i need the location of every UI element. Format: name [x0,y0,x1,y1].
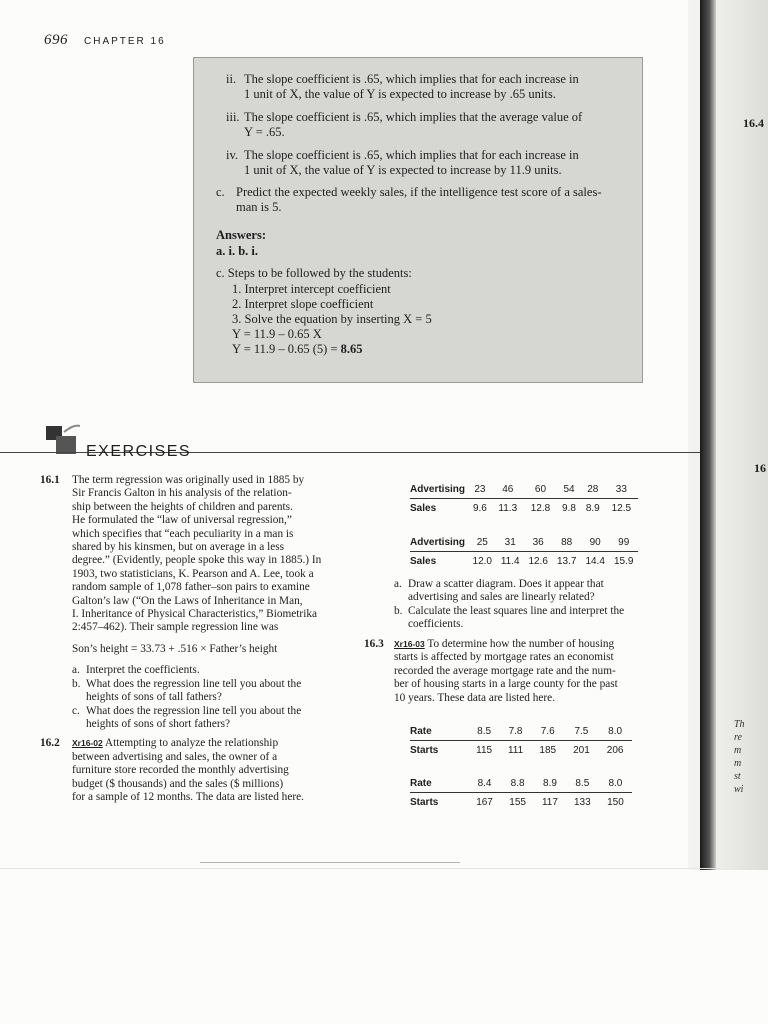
table-header: Advertising [410,480,468,499]
table-cell: 23 [468,480,492,499]
table-cell: 133 [573,796,591,808]
equation-line: Y = 11.9 – 0.65 X [232,327,322,341]
text-line: degree.” (Evidently, people spoke this way in 1885.) In [72,554,322,567]
answer-box [193,57,643,383]
option-line: The slope coefficient is .65, which implies that the average value of [244,110,583,124]
table-cell: 8.0 [599,774,632,793]
item-label: c. [72,704,80,717]
gutter-frag: Th [734,719,745,730]
text-line: 2:457–462). Their sample regression line was [72,621,279,634]
table-cell: 8.5 [566,774,599,793]
gutter-frag: wi [734,784,744,795]
table-header: Sales [410,555,437,567]
text-line: which specifies that “each peculiarity in a man is [72,527,294,540]
bleed-through-line [200,862,460,863]
table-cell: 90 [581,533,610,552]
table-cell: 201 [573,744,590,756]
page-number: 696 [44,32,68,48]
text-line: between advertising and sales, the owner of a [72,750,278,763]
option-ii [226,72,624,102]
text-line: starts is affected by mortgage rates an economist [394,651,614,664]
text-line: advertising and sales are linearly related? [408,591,595,604]
option-iii [226,110,624,140]
table-cell: 8.0 [598,722,632,741]
text-line: coefficients. [408,618,464,631]
part-c-question [216,185,631,215]
text-line: heights of sons of short fathers? [86,717,231,730]
table-cell: 46 [492,480,524,499]
table-cell: 12.8 [530,502,551,514]
text-line: Draw a scatter diagram. Does it appear that [408,578,604,590]
book-spine-shadow [700,0,716,870]
exercise-number: 16.2 [40,737,60,750]
gutter-section-marker-top: 16.4 [743,116,764,130]
data-file-code: Xr16-03 [394,639,425,649]
table-cell: 14.4 [585,555,605,567]
text-line: furniture store recorded the monthly advertising [72,764,289,777]
table-cell: 31 [497,533,524,552]
item-c [72,705,340,732]
gutter-section-marker-mid: 16 [754,461,766,475]
table-cell: 99 [609,533,638,552]
gutter-frag: re [734,732,742,743]
text-line: Sir Francis Galton in his analysis of the relation- [72,487,292,500]
table-cell: 28 [581,480,605,499]
table-cell: 8.5 [468,722,500,741]
table-cell: 7.5 [565,722,599,741]
answers-heading: Answers: [216,228,266,242]
table-cell: 60 [524,480,557,499]
option-label: ii. [226,72,237,86]
equation-line [232,342,432,357]
table-cell: 25 [468,533,497,552]
steps-list [232,282,432,357]
table-header: Advertising [410,533,468,552]
text-line: shared by his kinsmen, but on average in a less [72,541,285,554]
table-cell: 8.9 [585,502,600,514]
option-iv [226,148,624,178]
left-column [40,474,340,804]
exercise-number: 16.1 [40,474,60,486]
item-label: a. [394,578,402,590]
text-fragment: To determine how the number of housing [427,638,615,650]
table-cell: 11.3 [498,502,518,514]
step-item: 2. Interpret slope coefficient [232,297,374,311]
text-line: budget ($ thousands) and the sales ($ millions) [72,777,284,790]
chapter-label: CHAPTER 16 [84,36,166,47]
table-cell: 12.5 [611,502,632,514]
table-cell: 167 [476,796,493,808]
text-line: Calculate the least squares line and interpret the [408,604,625,617]
table-cell: 7.8 [500,722,531,741]
table-cell: 88 [552,533,581,552]
table-header: Sales [410,502,437,514]
text-line: random sample of 1,078 father–son pairs to examine [72,581,310,594]
table-cell: 150 [607,796,624,808]
option-line: The slope coefficient is .65, which implies that for each increase in [244,72,579,86]
table-cell: 12.6 [528,555,548,567]
gutter-frag: m [734,758,742,769]
item-a [394,578,656,605]
option-line: man is 5. [236,200,282,214]
table-header: Starts [410,796,439,808]
option-line: The slope coefficient is .65, which implies that for each increase in [244,148,579,162]
text-line: What does the regression line tell you about the [86,704,302,717]
item-label: a. [72,664,80,677]
advertising-table-1 [410,480,638,517]
step-item: 1. Interpret intercept coefficient [232,282,391,296]
gutter-frag: m [734,745,742,756]
text-line: for a sample of 12 months. The data are listed here. [72,790,304,803]
table-cell: 54 [557,480,581,499]
table-header: Starts [410,744,439,756]
table-header: Rate [410,774,468,793]
housing-table-1 [410,722,632,759]
option-label: c. [216,185,225,199]
text-line [394,638,656,651]
advertising-table-2 [410,533,638,570]
answers-ab: a. i. b. i. [216,244,259,258]
table-cell: 115 [476,744,493,756]
exercise-16-2 [40,737,340,804]
table-cell: 13.7 [556,555,577,567]
text-line: What does the regression line tell you about the [86,677,302,690]
text-line: 1903, two statisticians, K. Pearson and A. Lee, took a [72,567,314,580]
exercise-16-1 [40,474,340,731]
text-line: ship between the heights of children and parents. [72,500,293,513]
item-b [394,605,656,632]
text-line: Interpret the coefficients. [86,664,200,677]
table-cell: 206 [606,744,624,756]
page-bottom-edge [0,868,720,869]
data-file-code: Xr16-02 [72,738,103,749]
table-cell: 15.9 [613,555,634,567]
text-line [72,737,340,750]
steps-intro: c. Steps to be followed by the students: [216,266,412,280]
table-cell: 117 [541,796,558,808]
table-cell: 12.0 [472,555,492,567]
option-line: 1 unit of X, the value of Y is expected to increase by .65 units. [244,87,556,101]
item-a [72,664,340,677]
page-header [44,32,166,49]
option-label: iii. [226,110,240,124]
gutter-italic-fragments [734,718,745,796]
exercise-16-3 [364,638,656,705]
item-label: b. [394,604,403,617]
gutter-frag: st [734,771,741,782]
text-fragment: Attempting to analyze the relationship [104,737,279,750]
table-cell: 11.4 [500,555,520,567]
item-label: b. [72,677,81,690]
text-line: He formulated the “law of universal regression,” [72,514,292,527]
option-line: Y = .65. [244,125,285,139]
table-cell: 8.8 [501,774,534,793]
table-header: Rate [410,722,468,741]
item-b [72,678,340,705]
table-cell: 33 [605,480,638,499]
table-cell: 7.6 [531,722,565,741]
text-line: The term regression was originally used in 1885 by [72,474,305,486]
option-line: 1 unit of X, the value of Y is expected to increase by 11.9 units. [244,163,562,177]
equation-prefix: Y = 11.9 – 0.65 (5) = [232,342,341,356]
text-line: recorded the average mortgage rate and the num- [394,664,616,677]
text-line: Galton’s law (“On the Laws of Inheritance in Man, [72,594,303,607]
option-line: Predict the expected weekly sales, if the intelligence test score of a sales- [236,185,602,199]
text-line: 10 years. These data are listed here. [394,691,556,704]
table-cell: 185 [539,744,557,756]
table-cell: 9.8 [562,502,576,514]
table-cell: 9.6 [472,502,487,514]
table-cell: 111 [507,744,524,756]
exercise-16-2-items [394,578,656,632]
housing-table-2 [410,774,632,811]
table-cell: 36 [524,533,553,552]
table-cell: 8.9 [534,774,566,793]
exercises-title: EXERCISES [86,443,192,460]
text-line: ber of housing starts in a large county for the past [394,678,618,691]
option-label: iv. [226,148,239,162]
step-item: 3. Solve the equation by inserting X = 5 [232,312,432,326]
exercise-number: 16.3 [364,638,384,650]
text-line: heights of sons of tall fathers? [86,691,222,704]
table-cell: 8.4 [468,774,501,793]
equation-result: 8.65 [340,342,363,356]
regression-equation: Son’s height = 33.73 + .516 × Father’s height [72,642,278,655]
table-cell: 155 [509,796,526,808]
text-line: I. Inheritance of Physical Characteristics,” Biometrika [72,608,317,621]
